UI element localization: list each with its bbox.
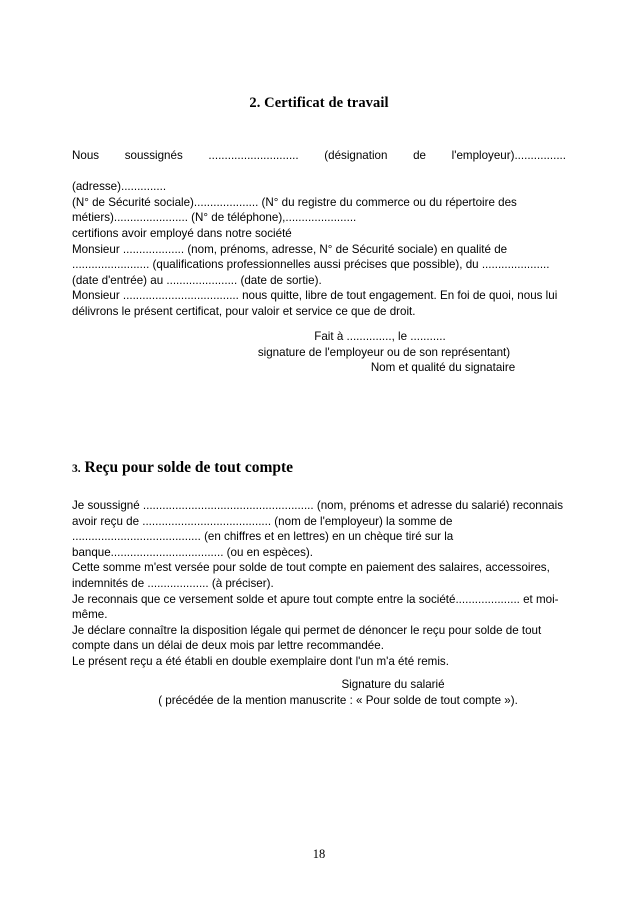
section-heading-certificat-de-travail: 2. Certificat de travail: [249, 95, 389, 111]
paragraph-line: Je déclare connaître la disposition légale qui permet de dénoncer le reçu pour solde de tout compte dans un délai de deux mois par lettre recommandée.: [72, 623, 542, 653]
signature-block-recu-pour-solde-de-tout-compte: [72, 677, 566, 708]
signature-line-date-place: Fait à .............., le ...........: [314, 330, 446, 343]
section-heading-title: Reçu pour solde de tout compte: [84, 459, 294, 476]
paragraph-line: Monsieur .................................... nous quitte, libre de tout engagement. En foi de quoi, nous lui délivrons le présent certificat, pour valoir et service ce que de droit.: [72, 289, 558, 318]
paragraph-line: (date d'entrée) au ...................... (date de sortie).: [72, 273, 322, 287]
section-heading-recu-pour-solde-de-tout-compte: [72, 459, 293, 477]
paragraph-line: Nous soussignés ............................ (désignation de l'employeur)................: [72, 149, 566, 162]
signature-line-name-quality: Nom et qualité du signataire: [370, 361, 516, 375]
signature-line-handwritten-mention: ( précédée de la mention manuscrite : « Pour solde de tout compte »).: [158, 693, 518, 707]
paragraph-line: (adresse)..............: [72, 180, 167, 194]
section-body-certificat-de-travail: [72, 148, 566, 320]
paragraph-line: Le présent reçu a été établi en double exemplaire dont l'un m'a été remis.: [72, 654, 449, 668]
paragraph-line: Je soussigné ..................................................... (nom, prénoms et adresse du salarié) reconnais avoir reçu de ........................................ (nom de l'employeur) la somme de ........................................ (en chiffres et en lettres) en un chèque tiré sur la banque................................... (ou en espèces).: [72, 499, 563, 559]
paragraph-line: Cette somme m'est versée pour solde de tout compte en paiement des salaires, accessoires, indemnités de ................... (à préciser).: [72, 561, 550, 590]
signature-line-employer: signature de l'employeur ou de son représentant): [257, 345, 511, 359]
paragraph-line: (N° de Sécurité sociale).................... (N° du registre du commerce ou du répertoire des métiers)....................... (N° de téléphone),......................: [72, 195, 517, 225]
signature-line-employee: Signature du salarié: [341, 678, 445, 691]
paragraph-line: certifions avoir employé dans notre société: [72, 226, 292, 240]
signature-block-certificat-de-travail: [72, 329, 566, 376]
page-number: 18: [312, 847, 326, 861]
section-heading-number: 3.: [72, 463, 81, 475]
section-body-recu-pour-solde-de-tout-compte: [72, 498, 566, 670]
paragraph-line: Je reconnais que ce versement solde et apure tout compte entre la société.................... et moi-même.: [72, 592, 559, 622]
paragraph-line: Monsieur ................... (nom, prénoms, adresse, N° de Sécurité sociale) en qualité de ........................ (qualifications professionnelles aussi précises que possible), du .....................: [72, 242, 550, 272]
